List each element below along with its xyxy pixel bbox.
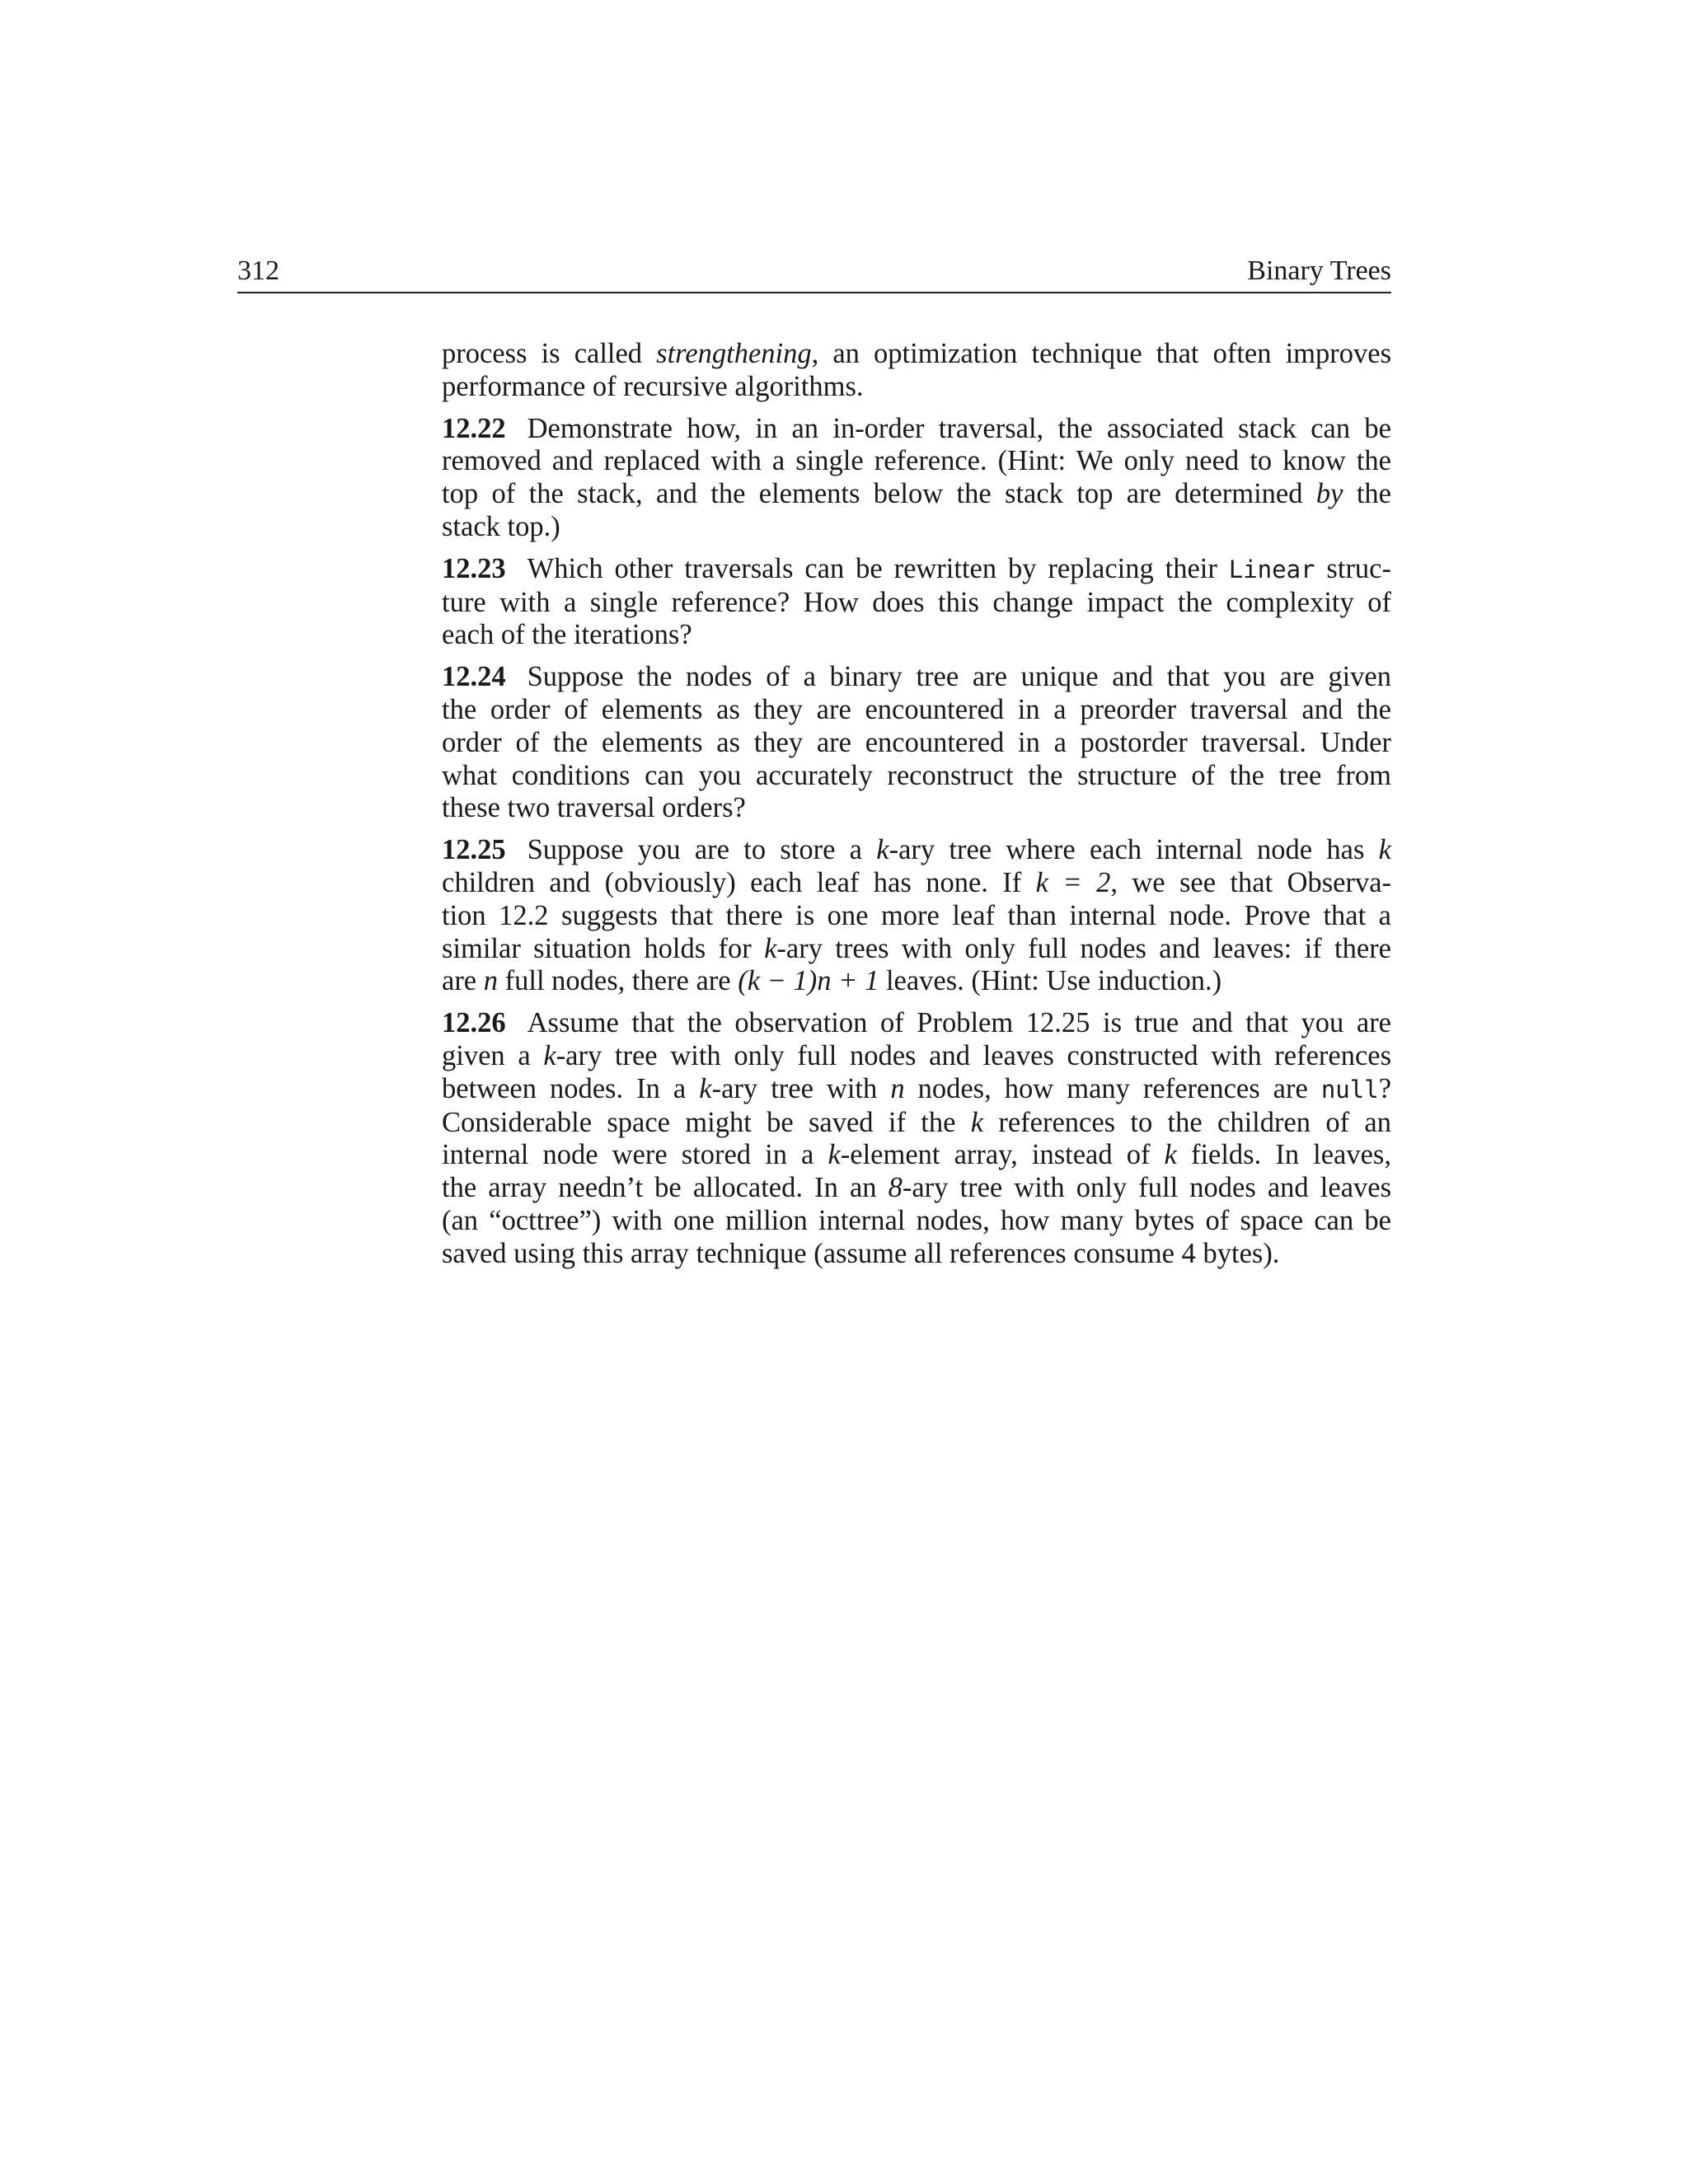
- text-line: saved using this array technique (assume all references consume 4 bytes).: [442, 1237, 1280, 1269]
- math-k: k: [699, 1072, 712, 1104]
- text-line: these two traversal orders?: [442, 792, 746, 824]
- text-line: process is called strengthening, an optimization technique that often improves: [442, 338, 1391, 369]
- text-line: 12.22 Demonstrate how, in an in-order traversal, the associated stack can be: [442, 412, 1391, 444]
- text-line: 12.26 Assume that the observation of Problem 12.25 is true and that you are: [442, 1007, 1391, 1039]
- text-line: (an “octtree”) with one million internal nodes, how many bytes of space can be: [442, 1204, 1391, 1236]
- text-line: removed and replaced with a single reference. (Hint: We only need to know the: [442, 445, 1391, 477]
- math-k: k: [543, 1039, 556, 1071]
- problem-12-25: [442, 834, 1391, 998]
- math-n: n: [483, 965, 498, 997]
- problem-12-23: [442, 553, 1391, 652]
- text-line: order of the elements as they are encountered in a postorder traversal. Under: [442, 726, 1391, 758]
- text-line: Considerable space might be saved if the k references to the children of an: [442, 1106, 1391, 1138]
- text-line: 12.25 Suppose you are to store a k-ary tree where each internal node has k: [442, 834, 1391, 866]
- problem-number: 12.26: [442, 1007, 506, 1039]
- text-line: each of the iterations?: [442, 619, 692, 651]
- text-line: tion 12.2 suggests that there is one more leaf than internal node. Prove that a: [442, 899, 1391, 931]
- problem-number: 12.22: [442, 412, 506, 444]
- problem-12-22: [442, 413, 1391, 544]
- text-line: ture with a single reference? How does this change impact the complexity of: [442, 586, 1391, 618]
- math-k: k: [764, 932, 777, 964]
- text-line: performance of recursive algorithms.: [442, 370, 864, 402]
- text-line: similar situation holds for k-ary trees with only full nodes and leaves: if there: [442, 932, 1391, 964]
- text-line: internal node were stored in a k-element array, instead of k fields. In leaves,: [442, 1139, 1391, 1171]
- chapter-title: Binary Trees: [1247, 255, 1391, 286]
- text-line: between nodes. In a k-ary tree with n nodes, how many references are null?: [442, 1072, 1392, 1104]
- text-line: top of the stack, and the elements below the stack top are determined by the: [442, 478, 1391, 510]
- emphasis-strengthening: strengthening: [656, 338, 812, 369]
- text-line: stack top.): [442, 510, 560, 542]
- math-k-equals-2: k = 2: [1035, 866, 1111, 898]
- continuation-paragraph: [442, 338, 1391, 404]
- math-n: n: [890, 1072, 905, 1104]
- math-k: k: [876, 834, 889, 866]
- text-line: what conditions can you accurately reconstruct the structure of the tree from: [442, 759, 1391, 791]
- text-line: are n full nodes, there are (k − 1)n + 1 leaves. (Hint: Use induction.): [442, 965, 1222, 997]
- body-text: [442, 338, 1391, 1280]
- math-k: k: [1164, 1139, 1177, 1171]
- text-line: the order of elements as they are encountered in a preorder traversal and the: [442, 693, 1391, 725]
- problem-number: 12.23: [442, 552, 506, 584]
- math-k: k: [970, 1106, 984, 1138]
- problem-12-24: [442, 661, 1391, 825]
- running-head: [237, 251, 1391, 293]
- page-number: 312: [237, 255, 279, 286]
- math-k: k: [1378, 834, 1391, 866]
- text-line: 12.23 Which other traversals can be rewritten by replacing their Linear struc-: [442, 552, 1391, 584]
- text-line: the array needn’t be allocated. In an 8-ary tree with only full nodes and leaves: [442, 1172, 1391, 1204]
- problem-number: 12.24: [442, 661, 506, 693]
- math-8: 8: [888, 1172, 903, 1204]
- problem-number: 12.25: [442, 834, 506, 866]
- text-line: 12.24 Suppose the nodes of a binary tree are unique and that you are given: [442, 661, 1391, 693]
- code-linear: Linear: [1228, 555, 1315, 583]
- text-line: children and (obviously) each leaf has none. If k = 2, we see that Observa-: [442, 866, 1392, 898]
- emphasis-by: by: [1315, 478, 1343, 510]
- text-line: given a k-ary tree with only full nodes and leaves constructed with references: [442, 1039, 1391, 1071]
- math-k: k: [828, 1139, 841, 1171]
- problem-12-26: [442, 1007, 1391, 1270]
- math-leaf-count-expression: (k − 1)n + 1: [738, 965, 879, 997]
- code-null: null: [1320, 1075, 1379, 1104]
